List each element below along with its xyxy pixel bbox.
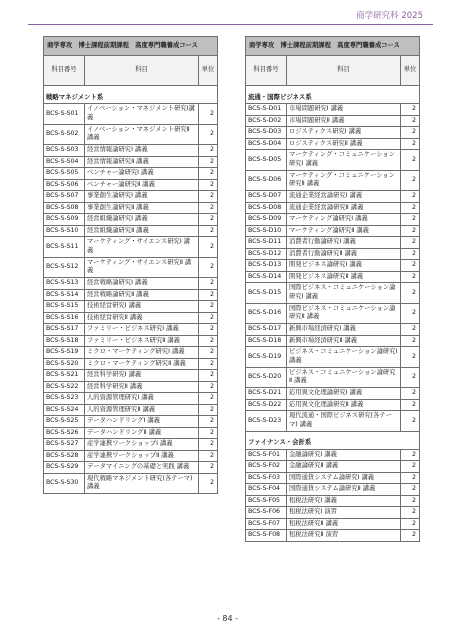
course-code: BCS-S-S24 xyxy=(44,404,85,416)
course-name: マーケティング・サイエンス研究Ⅱ 講義 xyxy=(85,257,199,278)
course-units: 2 xyxy=(199,312,218,324)
course-units: 2 xyxy=(401,248,420,260)
course-code: BCS-S-S12 xyxy=(44,257,85,278)
course-code: BCS-S-D15 xyxy=(246,283,287,304)
course-units: 2 xyxy=(199,324,218,336)
course-name: 消費者行動論研究Ⅱ 講義 xyxy=(287,248,401,260)
table-title: 商学専攻 博士課程前期課程 高度専門職養成コース xyxy=(246,37,420,56)
course-code: BCS-S-D20 xyxy=(246,367,287,388)
course-name: マーケティング・サイエンス研究Ⅰ 講義 xyxy=(85,237,199,258)
table-row xyxy=(246,138,420,150)
course-units: 2 xyxy=(401,518,420,530)
course-name: 新興市場経済研究Ⅱ 講義 xyxy=(287,335,401,347)
course-units: 2 xyxy=(401,530,420,542)
course-units: 2 xyxy=(401,260,420,272)
course-units: 2 xyxy=(199,462,218,474)
course-name: 国際ビジネス・コミュニケーション論研究Ⅱ 講義 xyxy=(287,303,401,324)
course-name: 現代戦略マネジメント研究(各テーマ) 講義 xyxy=(85,473,199,494)
course-name: ベンチャー論研究Ⅰ 講義 xyxy=(85,168,199,180)
course-code: BCS-S-F05 xyxy=(246,495,287,507)
course-code: BCS-S-S27 xyxy=(44,439,85,451)
course-name: 産学連携ワークショップⅠ 講義 xyxy=(85,439,199,451)
course-units: 2 xyxy=(401,347,420,368)
column-header-unit: 単位 xyxy=(199,56,218,86)
course-name: 経営科学研究Ⅰ 講義 xyxy=(85,370,199,382)
course-units: 2 xyxy=(199,237,218,258)
course-units: 2 xyxy=(199,347,218,359)
table-row xyxy=(44,335,218,347)
table-row xyxy=(44,191,218,203)
table-row xyxy=(246,530,420,542)
course-code: BCS-S-S05 xyxy=(44,168,85,180)
section-title: 戦略マネジメント系 xyxy=(44,86,218,104)
table-row xyxy=(44,393,218,405)
course-name: マーケティング論研究Ⅱ 講義 xyxy=(287,225,401,237)
course-name: 市場問題研究Ⅰ 講義 xyxy=(287,104,401,116)
course-units: 2 xyxy=(401,138,420,150)
course-units: 2 xyxy=(199,214,218,226)
graduate-school-label: 商学研究科 2025 xyxy=(356,11,423,21)
course-code: BCS-S-S13 xyxy=(44,278,85,290)
course-code: BCS-S-S01 xyxy=(44,104,85,125)
course-name: データハンドリングⅠ 講義 xyxy=(85,416,199,428)
course-name: ベンチャー論研究Ⅱ 講義 xyxy=(85,179,199,191)
course-units: 2 xyxy=(401,324,420,336)
course-code: BCS-S-S28 xyxy=(44,450,85,462)
course-units: 2 xyxy=(401,399,420,411)
course-units: 2 xyxy=(401,472,420,484)
course-name: 租税法研究Ⅱ 演習 xyxy=(287,530,401,542)
course-units: 2 xyxy=(401,461,420,473)
course-code: BCS-S-S17 xyxy=(44,324,85,336)
course-code: BCS-S-D13 xyxy=(246,260,287,272)
table-row xyxy=(246,271,420,283)
course-code: BCS-S-F07 xyxy=(246,518,287,530)
column-header-course: 科目 xyxy=(287,56,401,86)
course-code: BCS-S-S22 xyxy=(44,381,85,393)
header-rule xyxy=(28,24,433,25)
table-row xyxy=(246,202,420,214)
course-units: 2 xyxy=(401,191,420,203)
course-code: BCS-S-D16 xyxy=(246,303,287,324)
course-code: BCS-S-S19 xyxy=(44,347,85,359)
course-units: 2 xyxy=(401,104,420,116)
course-units: 2 xyxy=(199,145,218,157)
course-name: 応用異文化理論研究Ⅱ 講義 xyxy=(287,399,401,411)
section-row xyxy=(246,86,420,104)
table-row xyxy=(44,347,218,359)
table-row xyxy=(246,324,420,336)
course-units: 2 xyxy=(401,271,420,283)
page-header xyxy=(0,0,455,30)
course-name: 人的資源管理研究Ⅱ 講義 xyxy=(85,404,199,416)
course-name: データハンドリングⅡ 講義 xyxy=(85,427,199,439)
course-units: 2 xyxy=(401,335,420,347)
course-code: BCS-S-S03 xyxy=(44,145,85,157)
course-units: 2 xyxy=(199,124,218,145)
course-units: 2 xyxy=(401,367,420,388)
course-name: データマイニングの基礎と実践 講義 xyxy=(85,462,199,474)
course-name: 経営戦略論研究Ⅰ 講義 xyxy=(85,278,199,290)
course-units: 2 xyxy=(199,393,218,405)
course-units: 2 xyxy=(199,289,218,301)
course-name: 租税法研究Ⅰ 講義 xyxy=(287,495,401,507)
course-name: 応用異文化理論研究Ⅰ 講義 xyxy=(287,388,401,400)
course-units: 2 xyxy=(199,278,218,290)
course-code: BCS-S-D11 xyxy=(246,237,287,249)
course-units: 2 xyxy=(199,301,218,313)
table-row xyxy=(44,312,218,324)
table-row xyxy=(246,347,420,368)
table-row xyxy=(246,411,420,432)
course-name: 流通企業経営論研究Ⅰ 講義 xyxy=(287,191,401,203)
course-code: BCS-S-D14 xyxy=(246,271,287,283)
course-name: 市場問題研究Ⅱ 講義 xyxy=(287,115,401,127)
course-units: 2 xyxy=(401,150,420,171)
table-row xyxy=(246,237,420,249)
course-code: BCS-S-D02 xyxy=(246,115,287,127)
section-row xyxy=(246,431,420,449)
course-code: BCS-S-D07 xyxy=(246,191,287,203)
course-name: 租税法研究Ⅱ 講義 xyxy=(287,518,401,530)
table-row xyxy=(44,214,218,226)
table-row xyxy=(44,237,218,258)
course-name: 開発ビジネス論研究Ⅰ 講義 xyxy=(287,260,401,272)
course-units: 2 xyxy=(401,495,420,507)
course-name: 経営組織論研究Ⅱ 講義 xyxy=(85,225,199,237)
course-name: マーケティング論研究Ⅰ 講義 xyxy=(287,214,401,226)
course-code: BCS-S-S15 xyxy=(44,301,85,313)
course-code: BCS-S-S07 xyxy=(44,191,85,203)
table-row xyxy=(246,104,420,116)
table-row xyxy=(44,381,218,393)
course-name: 経営戦略論研究Ⅱ 講義 xyxy=(85,289,199,301)
course-code: BCS-S-D03 xyxy=(246,127,287,139)
table-row xyxy=(246,472,420,484)
course-code: BCS-S-F01 xyxy=(246,449,287,461)
course-code: BCS-S-S06 xyxy=(44,179,85,191)
table-row xyxy=(44,427,218,439)
course-units: 2 xyxy=(199,427,218,439)
table-row xyxy=(44,225,218,237)
course-code: BCS-S-S25 xyxy=(44,416,85,428)
course-units: 2 xyxy=(401,170,420,191)
table-header-row xyxy=(44,56,218,86)
course-code: BCS-S-F08 xyxy=(246,530,287,542)
course-name: 国際ビジネス・コミュニケーション論研究Ⅰ 講義 xyxy=(287,283,401,304)
course-name: 産学連携ワークショップⅡ 講義 xyxy=(85,450,199,462)
table-row xyxy=(44,202,218,214)
course-units: 2 xyxy=(401,115,420,127)
table-title-row xyxy=(246,37,420,56)
right-course-table xyxy=(245,36,420,542)
course-units: 2 xyxy=(401,202,420,214)
course-units: 2 xyxy=(401,484,420,496)
course-code: BCS-S-D22 xyxy=(246,399,287,411)
table-row xyxy=(246,495,420,507)
course-units: 2 xyxy=(199,450,218,462)
course-code: BCS-S-D17 xyxy=(246,324,287,336)
course-name: 経営情報論研究Ⅱ 講義 xyxy=(85,156,199,168)
table-row xyxy=(246,283,420,304)
course-code: BCS-S-D10 xyxy=(246,225,287,237)
course-units: 2 xyxy=(199,202,218,214)
course-code: BCS-S-D09 xyxy=(246,214,287,226)
table-title-row xyxy=(44,37,218,56)
table-row xyxy=(44,179,218,191)
course-name: 新興市場経済研究Ⅰ 講義 xyxy=(287,324,401,336)
course-name: ロジスティクス研究Ⅰ 講義 xyxy=(287,127,401,139)
course-code: BCS-S-S21 xyxy=(44,370,85,382)
course-name: 金融論研究Ⅰ 講義 xyxy=(287,449,401,461)
course-code: BCS-S-D05 xyxy=(246,150,287,171)
course-name: ファミリー・ビジネス研究Ⅰ 講義 xyxy=(85,324,199,336)
course-code: BCS-S-S08 xyxy=(44,202,85,214)
section-title: ファイナンス・会計系 xyxy=(246,431,420,449)
section-row xyxy=(44,86,218,104)
course-code: BCS-S-S30 xyxy=(44,473,85,494)
table-row xyxy=(246,191,420,203)
course-units: 2 xyxy=(401,303,420,324)
table-row xyxy=(246,115,420,127)
course-name: マーケティング・コミュニケーション研究Ⅱ 講義 xyxy=(287,170,401,191)
table-row xyxy=(44,439,218,451)
course-code: BCS-S-D06 xyxy=(246,170,287,191)
course-code: BCS-S-D12 xyxy=(246,248,287,260)
course-code: BCS-S-S04 xyxy=(44,156,85,168)
course-code: BCS-S-F02 xyxy=(246,461,287,473)
course-name: ロジスティクス研究Ⅱ 講義 xyxy=(287,138,401,150)
course-name: ミクロ・マーケティング研究Ⅰ 講義 xyxy=(85,347,199,359)
course-name: ビジネス・コミュニケーション論研究Ⅰ 講義 xyxy=(287,347,401,368)
course-units: 2 xyxy=(401,449,420,461)
table-row xyxy=(44,124,218,145)
course-name: マーケティング・コミュニケーション研究Ⅰ 講義 xyxy=(287,150,401,171)
table-row xyxy=(246,127,420,139)
course-code: BCS-S-D01 xyxy=(246,104,287,116)
course-units: 2 xyxy=(401,127,420,139)
table-row xyxy=(44,301,218,313)
course-code: BCS-S-S09 xyxy=(44,214,85,226)
table-header-row xyxy=(246,56,420,86)
course-units: 2 xyxy=(199,179,218,191)
course-code: BCS-S-S02 xyxy=(44,124,85,145)
table-row xyxy=(246,335,420,347)
table-row xyxy=(246,248,420,260)
course-units: 2 xyxy=(199,381,218,393)
column-header-code: 科目番号 xyxy=(246,56,287,86)
course-code: BCS-S-S26 xyxy=(44,427,85,439)
course-units: 2 xyxy=(401,225,420,237)
course-code: BCS-S-S18 xyxy=(44,335,85,347)
table-row xyxy=(246,507,420,519)
course-name: 事業創生論研究Ⅰ 講義 xyxy=(85,191,199,203)
course-code: BCS-S-S10 xyxy=(44,225,85,237)
course-units: 2 xyxy=(199,473,218,494)
table-row xyxy=(44,416,218,428)
page-number: - 84 - xyxy=(216,614,239,623)
table-row xyxy=(246,518,420,530)
table-row xyxy=(44,404,218,416)
course-units: 2 xyxy=(199,104,218,125)
course-code: BCS-S-S29 xyxy=(44,462,85,474)
course-units: 2 xyxy=(401,237,420,249)
table-row xyxy=(246,399,420,411)
course-name: 経営科学研究Ⅱ 講義 xyxy=(85,381,199,393)
course-name: ファミリー・ビジネス研究Ⅱ 講義 xyxy=(85,335,199,347)
course-units: 2 xyxy=(401,214,420,226)
table-row xyxy=(246,303,420,324)
course-name: 開発ビジネス論研究Ⅱ 講義 xyxy=(287,271,401,283)
course-code: BCS-S-S16 xyxy=(44,312,85,324)
course-units: 2 xyxy=(401,283,420,304)
course-name: イノベーション・マネジメント研究Ⅰ講義 xyxy=(85,104,199,125)
table-title: 商学専攻 博士課程前期課程 高度専門職養成コース xyxy=(44,37,218,56)
course-code: BCS-S-S11 xyxy=(44,237,85,258)
course-units: 2 xyxy=(199,168,218,180)
left-course-table xyxy=(43,36,218,494)
table-row xyxy=(44,104,218,125)
course-units: 2 xyxy=(199,358,218,370)
course-name: 消費者行動論研究Ⅰ 講義 xyxy=(287,237,401,249)
table-row xyxy=(44,462,218,474)
course-code: BCS-S-F04 xyxy=(246,484,287,496)
column-header-unit: 単位 xyxy=(401,56,420,86)
course-code: BCS-S-F06 xyxy=(246,507,287,519)
table-row xyxy=(246,150,420,171)
table-row xyxy=(246,225,420,237)
course-name: 金融論研究Ⅱ 講義 xyxy=(287,461,401,473)
course-code: BCS-S-D21 xyxy=(246,388,287,400)
table-row xyxy=(44,324,218,336)
course-units: 2 xyxy=(199,257,218,278)
column-header-code: 科目番号 xyxy=(44,56,85,86)
table-row xyxy=(246,260,420,272)
table-row xyxy=(44,278,218,290)
course-units: 2 xyxy=(199,416,218,428)
course-name: 技術経営研究Ⅱ 講義 xyxy=(85,312,199,324)
table-row xyxy=(246,449,420,461)
course-name: イノベーション・マネジメント研究Ⅱ講義 xyxy=(85,124,199,145)
table-row xyxy=(44,473,218,494)
course-code: BCS-S-D08 xyxy=(246,202,287,214)
course-units: 2 xyxy=(401,507,420,519)
course-code: BCS-S-D23 xyxy=(246,411,287,432)
course-units: 2 xyxy=(401,411,420,432)
course-name: 国際通貨システム論研究Ⅱ 講義 xyxy=(287,484,401,496)
course-name: ビジネス・コミュニケーション論研究Ⅱ 講義 xyxy=(287,367,401,388)
course-code: BCS-S-S20 xyxy=(44,358,85,370)
course-name: 事業創生論研究Ⅱ 講義 xyxy=(85,202,199,214)
table-row xyxy=(44,257,218,278)
course-units: 2 xyxy=(199,225,218,237)
course-units: 2 xyxy=(199,156,218,168)
course-code: BCS-S-F03 xyxy=(246,472,287,484)
course-name: 経営情報論研究Ⅰ 講義 xyxy=(85,145,199,157)
course-name: 人的資源管理研究Ⅰ 講義 xyxy=(85,393,199,405)
table-row xyxy=(44,289,218,301)
table-row xyxy=(246,170,420,191)
course-code: BCS-S-S23 xyxy=(44,393,85,405)
table-row xyxy=(44,145,218,157)
course-units: 2 xyxy=(401,388,420,400)
course-code: BCS-S-D18 xyxy=(246,335,287,347)
table-row xyxy=(246,461,420,473)
course-code: BCS-S-D19 xyxy=(246,347,287,368)
course-units: 2 xyxy=(199,335,218,347)
course-name: 流通企業経営論研究Ⅱ 講義 xyxy=(287,202,401,214)
course-units: 2 xyxy=(199,439,218,451)
course-code: BCS-S-D04 xyxy=(246,138,287,150)
table-row xyxy=(44,358,218,370)
course-units: 2 xyxy=(199,404,218,416)
table-row xyxy=(44,156,218,168)
course-name: 経営組織論研究Ⅰ 講義 xyxy=(85,214,199,226)
course-units: 2 xyxy=(199,191,218,203)
table-row xyxy=(44,450,218,462)
table-row xyxy=(44,168,218,180)
course-name: 現代流通・国際ビジネス研究(各テーマ) 講義 xyxy=(287,411,401,432)
course-units: 2 xyxy=(199,370,218,382)
section-title: 流通・国際ビジネス系 xyxy=(246,86,420,104)
course-name: ミクロ・マーケティング研究Ⅱ 講義 xyxy=(85,358,199,370)
table-row xyxy=(246,484,420,496)
table-row xyxy=(44,370,218,382)
column-header-course: 科目 xyxy=(85,56,199,86)
table-row xyxy=(246,214,420,226)
course-name: 国際通貨システム論研究Ⅰ 講義 xyxy=(287,472,401,484)
table-row xyxy=(246,367,420,388)
course-name: 租税法研究Ⅰ 演習 xyxy=(287,507,401,519)
course-code: BCS-S-S14 xyxy=(44,289,85,301)
course-name: 技術経営研究Ⅰ 講義 xyxy=(85,301,199,313)
table-row xyxy=(246,388,420,400)
